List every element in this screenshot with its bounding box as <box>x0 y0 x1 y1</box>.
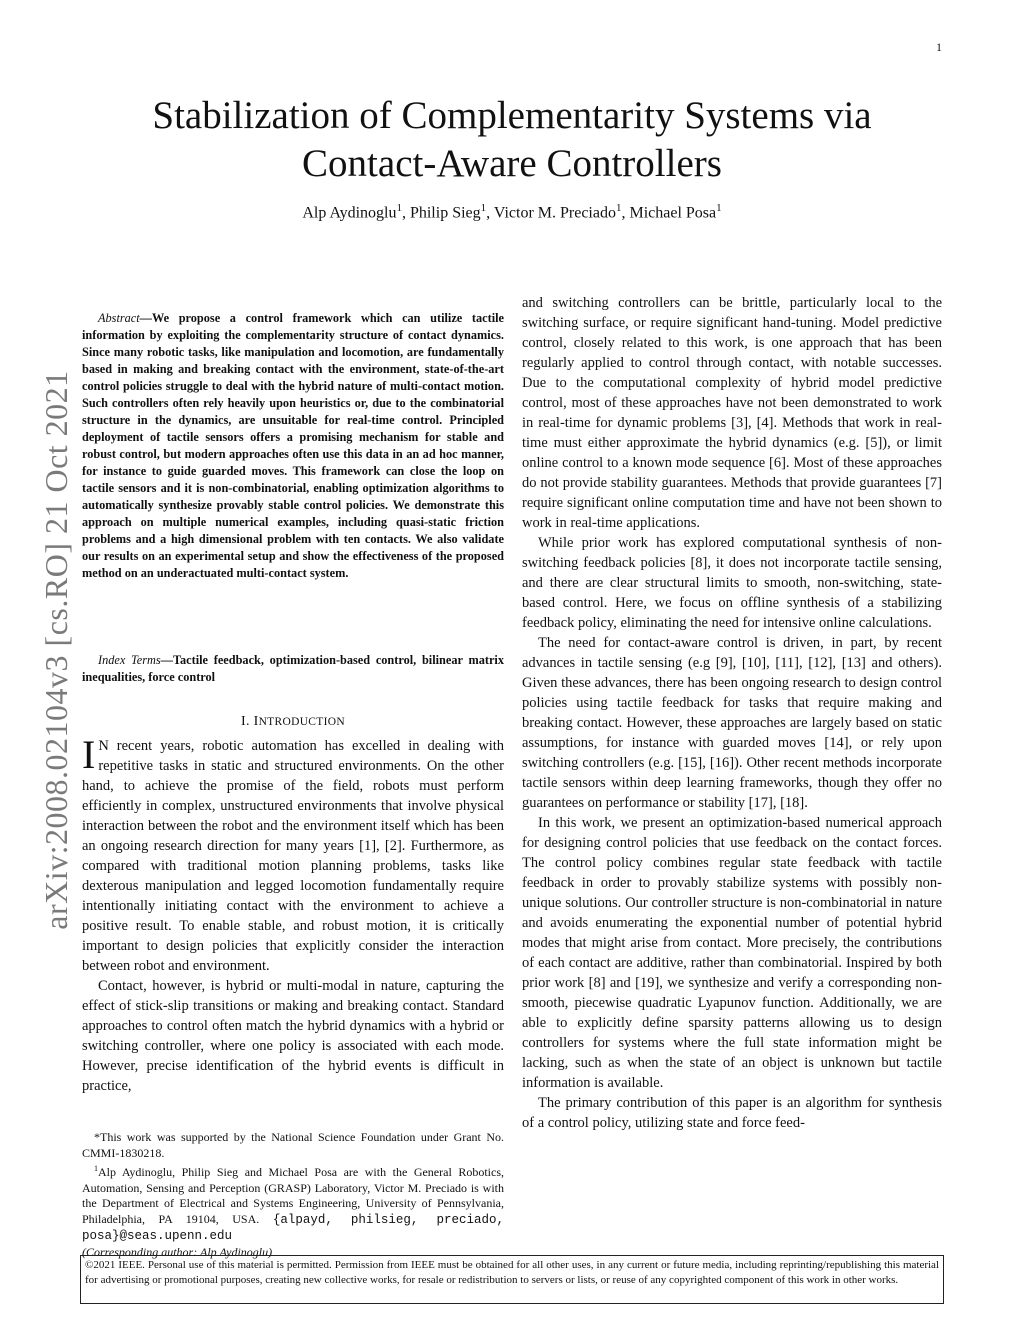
author-affiliation-mark: 1 <box>615 202 622 214</box>
section-name: NTRODUCTION <box>258 716 345 728</box>
author-name: Michael Posa <box>629 204 717 222</box>
intro-paragraph-3: While prior work has explored computational synthesis of non-switching feedback policies [8], it does not incorporate tactile sensing, and there are clear structural limits to smooth, non-switching, state-based control. Here, we focus on offline synthesis of a stabilizing feedback policy, eliminating the need for intensive online calculations. <box>522 535 942 631</box>
footnote-affiliation <box>82 1161 504 1245</box>
intro-paragraph-2: Contact, however, is hybrid or multi-modal in nature, capturing the effect of stick-slip transitions or making and breaking contact. Standard approaches to control often match the hybrid dynamics with a hybrid or switching controller, where one policy is associated with each mode. However, precise identification of the hybrid events is difficult in practice, <box>82 978 504 1094</box>
abstract <box>82 310 504 582</box>
footnote-mark: 1 <box>94 1164 98 1173</box>
left-column-body <box>82 732 504 1096</box>
corresponding-author: (Corresponding author: Alp Aydinoglu) <box>82 1244 273 1259</box>
right-column-body <box>522 293 942 1133</box>
drop-cap: I <box>82 732 96 777</box>
intro-paragraph-1 <box>82 732 504 976</box>
author-affiliation-mark: 1 <box>480 202 487 214</box>
author-name: Victor M. Preciado <box>493 204 616 222</box>
author-affiliation-mark: 1 <box>396 202 402 214</box>
index-terms-label: Index Terms <box>98 653 161 667</box>
section-numeral: I. I <box>241 714 259 729</box>
author-separator: , <box>486 204 494 222</box>
author-separator: , <box>401 204 410 222</box>
footnote-affiliation-text: Alp Aydinoglu, Philip Sieg and Michael Posa are with the General Robotics, Automation, Sensing and Perception (GRASP) Laboratory, Victor M. Preciado is with the Department of Electrical and Systems Engineering, University of Pennsylvania, Philadelphia, PA 19104, USA. <box>82 1165 504 1226</box>
title-line-1: Stabilization of Complementarity Systems via <box>152 94 872 137</box>
title-line-2: Contact-Aware Controllers <box>302 142 722 185</box>
arxiv-identifier: arXiv:2008.02104v3 [cs.RO] 21 Oct 2021 <box>38 370 74 930</box>
page-number: 1 <box>936 40 942 54</box>
author-name: Philip Sieg <box>409 204 481 222</box>
intro-paragraph-1-text: N recent years, robotic automation has excelled in dealing with repetitive tasks in static and structured environments. On the other hand, to achieve the promise of the field, robots must perform efficiently in complex, unstructured environments that involve physical interaction between the robot and the environment itself which has been an ongoing research direction for many years [1], [2]. Furthermore, as compared with traditional motion planning problems, tasks like dexterous manipulation and legged locomotion fundamentally require intentionally initiating contact with the environment to achieve a positive result. To enable stable, and robust motion, it is critically important to design policies that explicitly consider the interaction between robot and environment. <box>82 738 504 974</box>
index-terms <box>82 652 504 686</box>
author-emails: {alpayd, philsieg, preciado, posa}@seas.upenn.edu <box>82 1212 504 1243</box>
intro-paragraph-6: The primary contribution of this paper is an algorithm for synthesis of a control policy, utilizing state and force feed- <box>522 1095 942 1131</box>
intro-paragraph-5: In this work, we present an optimization-based numerical approach for designing control policies that use feedback on the contact forces. The control policy combines regular state feedback with tactile feedback in order to provably stabilize systems with possibly non-unique solutions. Our controller structure is non-combinatorial in nature and avoids enumerating the exponential number of potential hybrid modes that might arise from contact. More precisely, the contributions of each contact are additive, rather than combinatorial. Inspired by both prior work [8] and [19], we synthesize and verify a corresponding non-smooth, piecewise quadratic Lyapunov function. Additionally, we are able to explicitly define sparsity patterns allowing us to design controllers for systems where the full state information might be lacking, such as when the state of an object is unknown but tactile information is available. <box>522 815 942 1091</box>
copyright-notice: ©2021 IEEE. Personal use of this material is permitted. Permission from IEEE must be obtained for all other uses, in any current or future media, including reprinting/republishing this material for advertising or promotional purposes, creating new collective works, for resale or redistribution to servers or lists, or reuse of any copyrighted component of this work in other works. <box>80 1255 944 1304</box>
paper-title <box>0 92 1024 188</box>
abstract-text: —We propose a control framework which can utilize tactile information by exploiting the complementarity structure of contact dynamics. Since many robotic tasks, like manipulation and locomotion, are fundamentally based in making and breaking contact with the environment, state-of-the-art control policies struggle to deal with the hybrid nature of multi-contact motion. Such controllers often rely heavily upon heuristics or, due to the combinatorial structure in the dynamics, are unsuitable for real-time control. Principled deployment of tactile sensors offers a promising mechanism for stable and robust control, but modern approaches often use this data in an ad hoc manner, for instance to guide guarded moves. This framework can close the loop on tactile sensors and it is non-combinatorial, enabling optimization algorithms to automatically synthesize provably stable control policies. We demonstrate this approach on multiple numerical examples, including quasi-static friction problems and a high dimensional problem with ten contacts. We also validate our results on an experimental setup and show the effectiveness of the proposed method on an underactuated multi-contact system. <box>82 311 504 580</box>
intro-paragraph-4: The need for contact-aware control is driven, in part, by recent advances in tactile sensing (e.g [9], [10], [11], [12], [13] and others). Given these advances, there has been ongoing research to design control policies using tactile feedback for tasks that require making and breaking contact. However, these approaches are largely based on static assumptions, for instance with guarded moves [14], or rely upon switching controllers (e.g. [15], [16]). Other recent methods incorporate tactile sensors within deep learning frameworks, though they offer no guarantees on performance or stability [17], [18]. <box>522 635 942 811</box>
footnotes <box>82 1130 504 1260</box>
footnote-funding: *This work was supported by the National Science Foundation under Grant No. CMMI-1830218. <box>82 1130 504 1160</box>
author-separator: , <box>621 204 630 222</box>
author-affiliation-mark: 1 <box>716 202 722 214</box>
section-heading-introduction <box>82 712 504 732</box>
index-terms-text: —Tactile feedback, optimization-based control, bilinear matrix inequalities, force control <box>82 653 504 684</box>
author-list <box>0 196 1024 225</box>
author-name: Alp Aydinoglu <box>302 204 397 222</box>
intro-paragraph-continued: and switching controllers can be brittle, particularly local to the switching surface, or require significant hand-tuning. Model predictive control, closely related to this work, is one approach that has been regularly applied to control through contact, with notable successes. Due to the computational complexity of hybrid model predictive control, most of these approaches have not been demonstrated to work in real-time for dynamic problems [3], [4]. Methods that work in real-time must either approximate the hybrid dynamics (e.g. [5]), or limit online control to a known mode sequence [6]. Most of these approaches do not provide stability guarantees. Methods that provide guarantees [7] require significant online computation time and have not been shown to work in real-time applications. <box>522 295 942 531</box>
abstract-label: Abstract <box>98 311 140 325</box>
